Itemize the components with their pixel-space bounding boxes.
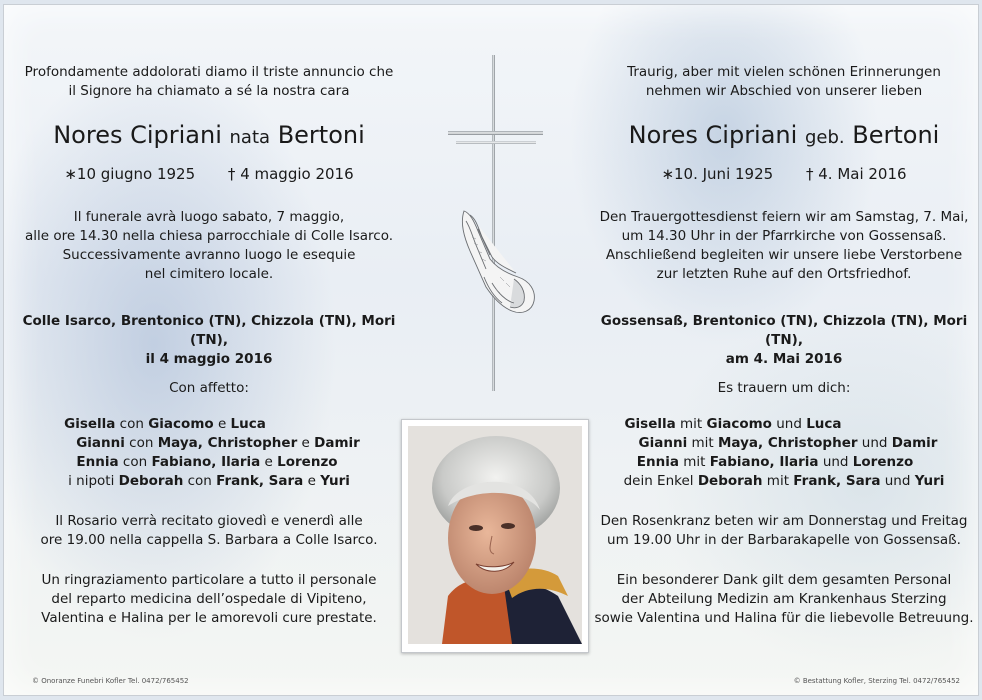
footer-left: © Onoranze Funebri Kofler Tel. 0472/765452: [32, 677, 189, 685]
birth-date: ∗10 giugno 1925: [64, 165, 196, 183]
italian-column: [14, 5, 404, 695]
cross-beam: [448, 131, 543, 135]
intro-text: Profondamente addolorati diamo il triste annuncio che il Signore ha chiamato a sé la nostra cara: [24, 64, 394, 99]
family-row: dein Enkel Deborah mit Frank, Sara und Yuri: [623, 473, 945, 489]
rosary-info: Den Rosenkranz beten wir am Donnerstag und Freitag um 19.00 Uhr in der Barbarakapelle von Gossensaß.: [600, 513, 968, 548]
mourners-heading: Es trauern um dich:: [717, 380, 851, 396]
thanks-text: Ein besonderer Dank gilt dem gesamten Personal der Abteilung Medizin am Krankenhaus Sterzing sowie Valentina und Halina für die liebevolle Betreuung.: [594, 572, 974, 626]
death-date: † 4. Mai 2016: [805, 165, 907, 183]
obituary-card: [3, 4, 979, 696]
german-column: [594, 5, 974, 695]
praying-hands-icon: [456, 207, 538, 317]
family-list: [14, 415, 404, 491]
mourners-heading: Con affetto:: [169, 380, 249, 396]
deceased-name: Nores Cipriani nata Bertoni: [53, 121, 365, 149]
deceased-name: Nores Cipriani geb. Bertoni: [628, 121, 940, 149]
family-row: Gianni con Maya, Christopher e Damir: [76, 435, 360, 451]
footer-right: © Bestattung Kofler, Sterzing Tel. 0472/765452: [793, 677, 960, 685]
family-row: Ennia con Fabiano, Ilaria e Lorenzo: [76, 454, 338, 470]
place-date: Colle Isarco, Brentonico (TN), Chizzola (TN), Mori (TN), il 4 maggio 2016: [22, 313, 396, 367]
cross-beam-shadow: [456, 141, 536, 144]
family-row: Gisella con Giacomo e Luca: [64, 416, 266, 432]
family-row: i nipoti Deborah con Frank, Sara e Yuri: [68, 473, 350, 489]
rosary-info: Il Rosario verrà recitato giovedì e venerdì alle ore 19.00 nella cappella S. Barbara a Colle Isarco.: [40, 513, 378, 548]
thanks-text: Un ringraziamento particolare a tutto il personale del reparto medicina dell’ospedale di Vipiteno, Valentina e Halina per le amorevoli cure prestate.: [41, 572, 377, 626]
portrait-photo: [408, 426, 582, 644]
death-date: † 4 maggio 2016: [227, 165, 354, 183]
funeral-info: Den Trauergottesdienst feiern wir am Samstag, 7. Mai, um 14.30 Uhr in der Pfarrkirche von Gossensaß. Anschließend begleiten wir unsere liebe Verstorbene zur letzten Ruhe auf den Ortsfriedhof.: [599, 209, 969, 282]
funeral-info: Il funerale avrà luogo sabato, 7 maggio, alle ore 14.30 nella chiesa parrocchiale di Colle Isarco. Successivamente avranno luogo le esequie nel cimitero locale.: [24, 209, 394, 282]
family-row: Ennia mit Fabiano, Ilaria und Lorenzo: [636, 454, 914, 470]
family-row: Gianni mit Maya, Christopher und Damir: [638, 435, 938, 451]
intro-text: Traurig, aber mit vielen schönen Erinnerungen nehmen wir Abschied von unserer lieben: [627, 64, 941, 99]
birth-date: ∗10. Juni 1925: [661, 165, 774, 183]
place-date: Gossensaß, Brentonico (TN), Chizzola (TN), Mori (TN), am 4. Mai 2016: [600, 313, 968, 367]
life-dates: [594, 165, 974, 184]
family-list: [594, 415, 974, 491]
family-row: Gisella mit Giacomo und Luca: [624, 416, 842, 432]
portrait-frame: [401, 419, 589, 653]
life-dates: [14, 165, 404, 184]
